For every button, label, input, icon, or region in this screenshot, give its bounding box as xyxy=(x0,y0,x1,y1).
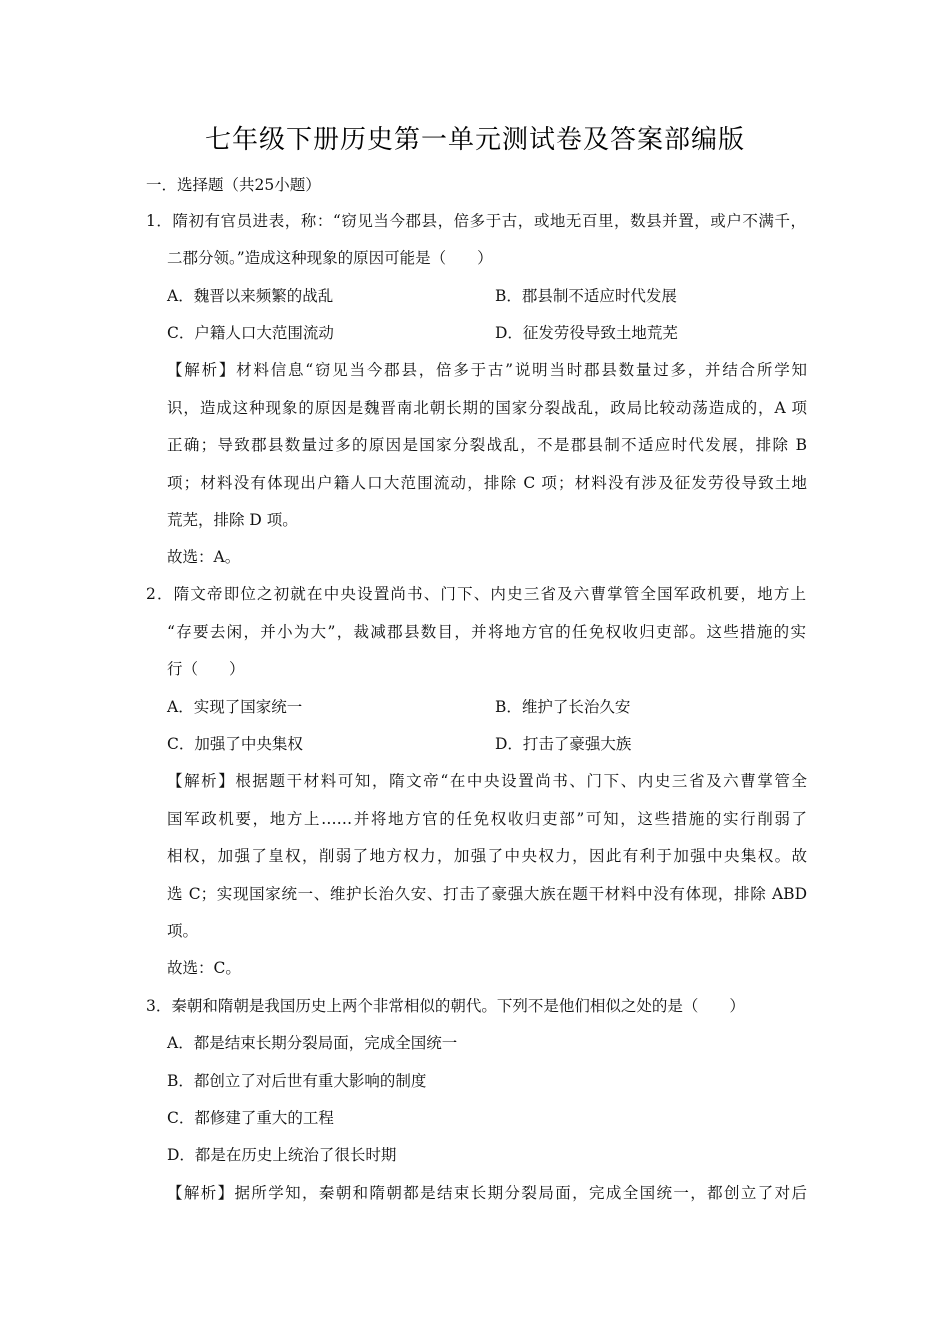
q1-option-c: C．户籍人口大范围流动 xyxy=(167,324,334,342)
q2-option-c: C．加强了中央集权 xyxy=(167,735,303,753)
q2-stem-line-2: “存要去闲，并小为大”，裁减郡县数目，并将地方官的任免权收归吏部。这些措施的实 xyxy=(167,623,806,641)
q2-analysis-line-3: 相权，加强了皇权，削弱了地方权力，加强了中央权力，因此有利于加强中央集权。故 xyxy=(167,847,807,865)
q1-analysis-line-4: 项；材料没有体现出户籍人口大范围流动，排除 C 项；材料没有涉及征发劳役导致土地 xyxy=(167,474,807,492)
q2-analysis-line-5: 项。 xyxy=(167,922,199,940)
q3-option-a: A．都是结束长期分裂局面，完成全国统一 xyxy=(167,1034,458,1052)
q2-stem-line-3: 行（ ） xyxy=(167,660,245,678)
q2-analysis-line-1: 【解析】根据题干材料可知，隋文帝“在中央设置尚书、门下、内史三省及六曹掌管全 xyxy=(167,772,807,790)
q2-analysis-line-4: 选 C；实现国家统一、维护长治久安、打击了豪强大族在题干材料中没有体现，排除 ABD xyxy=(167,885,807,903)
q3-stem-line-1: 3．秦朝和隋朝是我国历史上两个非常相似的朝代。下列不是他们相似之处的是（ ） xyxy=(146,997,745,1015)
q2-option-d: D．打击了豪强大族 xyxy=(495,735,632,753)
q3-analysis-line-1: 【解析】据所学知，秦朝和隋朝都是结束长期分裂局面，完成全国统一，都创立了对后 xyxy=(167,1184,807,1202)
q3-option-b: B．都创立了对后世有重大影响的制度 xyxy=(167,1072,427,1090)
q1-analysis-line-5: 荒芜，排除 D 项。 xyxy=(167,511,298,529)
q3-option-d: D．都是在历史上统治了很长时期 xyxy=(167,1146,397,1164)
q1-stem-line-1: 1．隋初有官员进表，称：“窃见当今郡县，倍多于古，或地无百里，数县并置，或户不满千， xyxy=(146,212,806,230)
q3-option-c: C．都修建了重大的工程 xyxy=(167,1109,334,1127)
q1-option-d: D．征发劳役导致土地荒芜 xyxy=(495,324,678,342)
section-heading: 一．选择题（共25小题） xyxy=(146,176,321,194)
q1-stem-line-2: 二郡分领。”造成这种现象的原因可能是（ ） xyxy=(167,249,493,267)
q1-analysis-line-3: 正确；导致郡县数量过多的原因是国家分裂战乱，不是郡县制不适应时代发展，排除 B xyxy=(167,436,807,454)
q2-answer: 故选：C。 xyxy=(167,959,241,977)
q1-analysis-line-2: 识，造成这种现象的原因是魏晋南北朝长期的国家分裂战乱，政局比较动荡造成的，A 项 xyxy=(167,399,807,417)
q1-option-a: A．魏晋以来频繁的战乱 xyxy=(167,287,334,305)
q2-option-a: A．实现了国家统一 xyxy=(167,698,303,716)
q2-analysis-line-2: 国军政机要，地方上……并将地方官的任免权收归吏部”可知，这些措施的实行削弱了 xyxy=(167,810,807,828)
document-title: 七年级下册历史第一单元测试卷及答案部编版 xyxy=(204,125,745,155)
q1-option-b: B．郡县制不适应时代发展 xyxy=(495,287,677,305)
q2-option-b: B．维护了长治久安 xyxy=(495,698,631,716)
q1-analysis-line-1: 【解析】材料信息“窃见当今郡县，倍多于古”说明当时郡县数量过多，并结合所学知 xyxy=(167,361,807,379)
q2-stem-line-1: 2．隋文帝即位之初就在中央设置尚书、门下、内史三省及六曹掌管全国军政机要，地方上 xyxy=(146,585,806,603)
q1-answer: 故选：A。 xyxy=(167,548,241,566)
